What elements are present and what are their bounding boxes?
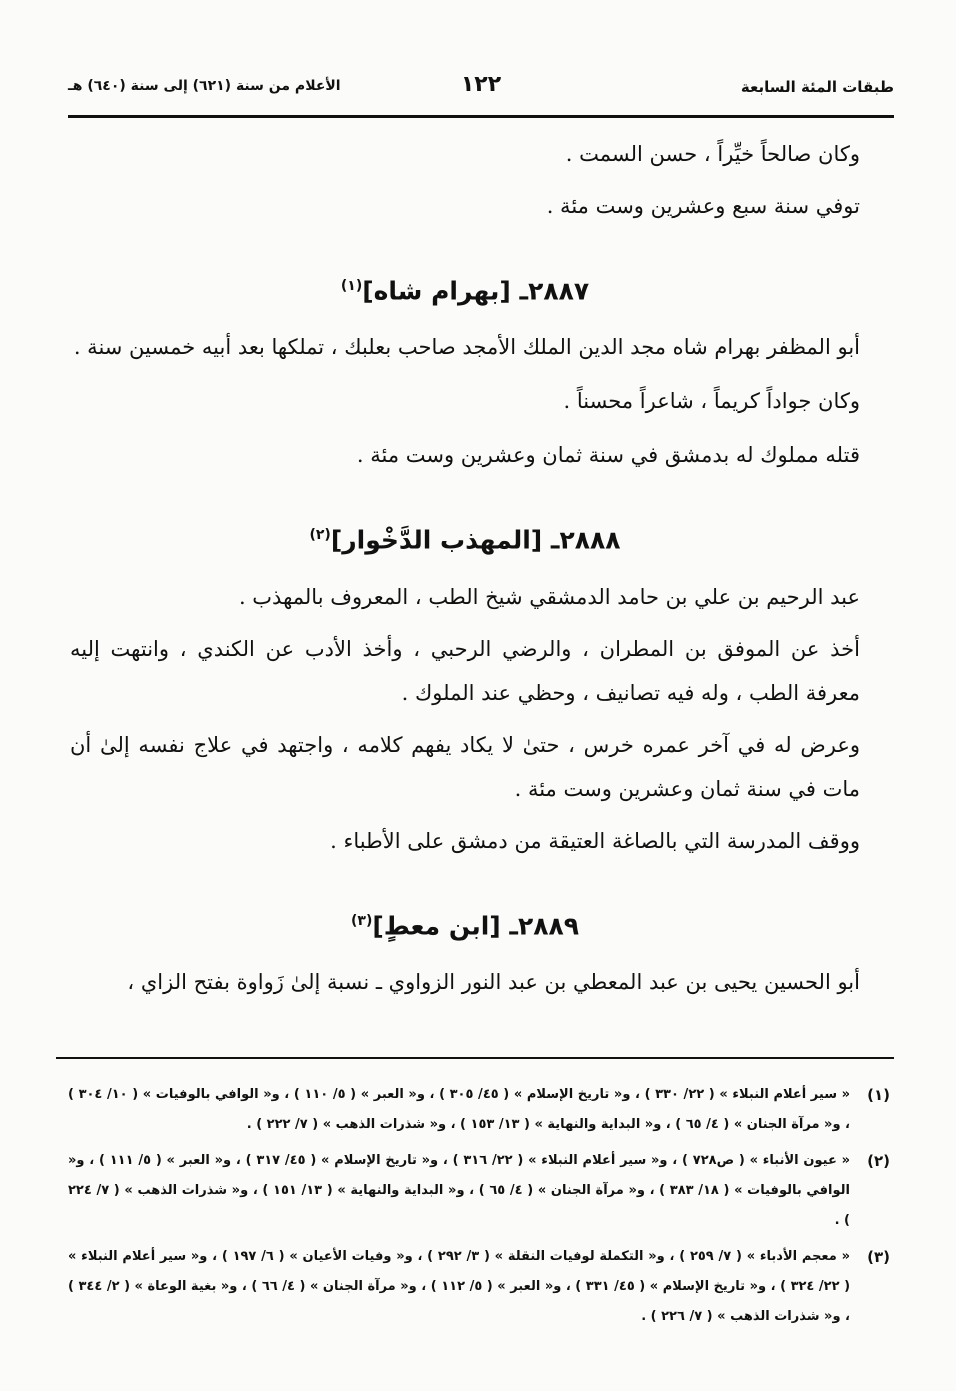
entry-heading: ٢٨٨٩ـ [ابن معطٍ]$^{(٣)}$ <box>350 910 580 940</box>
footnote-text: « عيون الأنباء » ( ص٧٢٨ ) ، و« سير أعلام النبلاء » ( ٢٢/ ٣١٦ ) ، و« تاريخ الإسلام » ( ٤٥/ ٣١٧ ) ، و« العبر » ( ٥/ ١١١ ) ، و« الوافي بالوفيات » ( ١٨/ ٣٨٣ ) ، و« مرآة الجنان » ( ٤/ ٦٥ ) ، و« البداية والنهاية » ( ١٣/ ١٥١ ) ، و« شذرات الذهب » ( ٧/ ٢٢٤ ) . <box>68 1153 851 1228</box>
header-rule <box>68 115 894 118</box>
footnote <box>68 1242 894 1332</box>
footnote-number: (١) <box>867 1086 890 1104</box>
entry-paragraph: أبو الحسين يحيى بن عبد المعطي بن عبد النور الزواوي ـ نسبة إلىٰ زَواوة بفتح الزاي ، <box>127 969 860 994</box>
main-text <box>70 132 860 1004</box>
entry-paragraph: ووقف المدرسة التي بالصاغة العتيقة من دمشق على الأطباء . <box>330 828 860 853</box>
entry-heading: ٢٨٨٧ـ [بهرام شاه]$^{(١)}$ <box>340 276 590 306</box>
footnote-rule <box>56 1057 894 1059</box>
page-number: ١٢٢ <box>460 72 502 97</box>
entry-paragraph: أبو المظفر بهرام شاه مجد الدين الملك الأمجد صاحب بعلبك ، تملكها بعد أبيه خمسين سنة . <box>73 335 860 360</box>
footnote-ref: (٣) <box>350 912 373 929</box>
running-header <box>68 72 894 106</box>
footnote-text: « سير أعلام النبلاء » ( ٢٢/ ٣٣٠ ) ، و« تاريخ الإسلام » ( ٤٥/ ٣٠٥ ) ، و« العبر » ( ٥/ ١١٠ ) ، و« الوافي بالوفيات » ( ١٠/ ٣٠٤ ) ، و« مرآة الجنان » ( ٤/ ٦٥ ) ، و« البداية والنهاية » ( ١٣/ ١٥٣ ) ، و« شذرات الذهب » ( ٧/ ٢٢٢ ) . <box>68 1087 850 1132</box>
header-section-title: طبقات المئة السابعة <box>740 78 894 96</box>
entry-heading: ٢٨٨٨ـ [المهذب الدَّخْوار]$^{(٢)}$ <box>309 525 621 555</box>
footnote-number: (٢) <box>867 1152 890 1170</box>
entry-paragraph: عبد الرحيم بن علي بن حامد الدمشقي شيخ الطب ، المعروف بالمهذب . <box>238 584 860 609</box>
header-range-title: الأعلام من سنة (٦٢١) إلى سنة (٦٤٠) هـ <box>68 78 341 94</box>
intro-line: توفي سنة سبع وعشرين وست مئة . <box>546 194 860 218</box>
footnote <box>68 1146 894 1236</box>
footnote-ref: (٢) <box>309 527 331 544</box>
entry-paragraph: قتله مملوك له بدمشق في سنة ثمان وعشرين وست مئة . <box>356 443 860 468</box>
footnote <box>68 1080 894 1140</box>
footnote-ref: (١) <box>340 278 363 294</box>
entry-paragraph: وكان جواداً كريماً ، شاعراً محسناً . <box>563 389 860 414</box>
footnote-number: (٣) <box>867 1248 890 1266</box>
intro-line: وكان صالحاً خيِّراً ، حسن السمت . <box>565 142 860 166</box>
footnote-text: « معجم الأدباء » ( ٧/ ٢٥٩ ) ، و« التكملة لوفيات النقلة » ( ٣/ ٢٩٢ ) ، و« وفيات الأعيان » ( ٦/ ١٩٧ ) ، و« سير أعلام النبلاء » ( ٢٢/ ٣٢٤ ) ، و« تاريخ الإسلام » ( ٤٥/ ٣٣١ ) ، و« العبر » ( ٥/ ١١٢ ) ، و« مرآة الجنان » ( ٤/ ٦٦ ) ، و« بغية الوعاة » ( ٢/ ٣٤٤ ) ، و« شذرات الذهب » ( ٧/ ٢٢٦ ) . <box>68 1249 851 1324</box>
entry-paragraph: وعرض له في آخر عمره خرس ، حتىٰ لا يكاد يفهم كلامه ، واجتهد في علاج نفسه إلىٰ أن مات في سنة ثمان وعشرين وست مئة . <box>70 732 860 801</box>
entry-paragraph: أخذ عن الموفق بن المطران ، والرضي الرحبي ، وأخذ الأدب عن الكندي ، وانتهت إليه معرفة الطب ، وله فيه تصانيف ، وحظي عند الملوك . <box>70 636 860 705</box>
footnotes <box>68 1080 894 1338</box>
